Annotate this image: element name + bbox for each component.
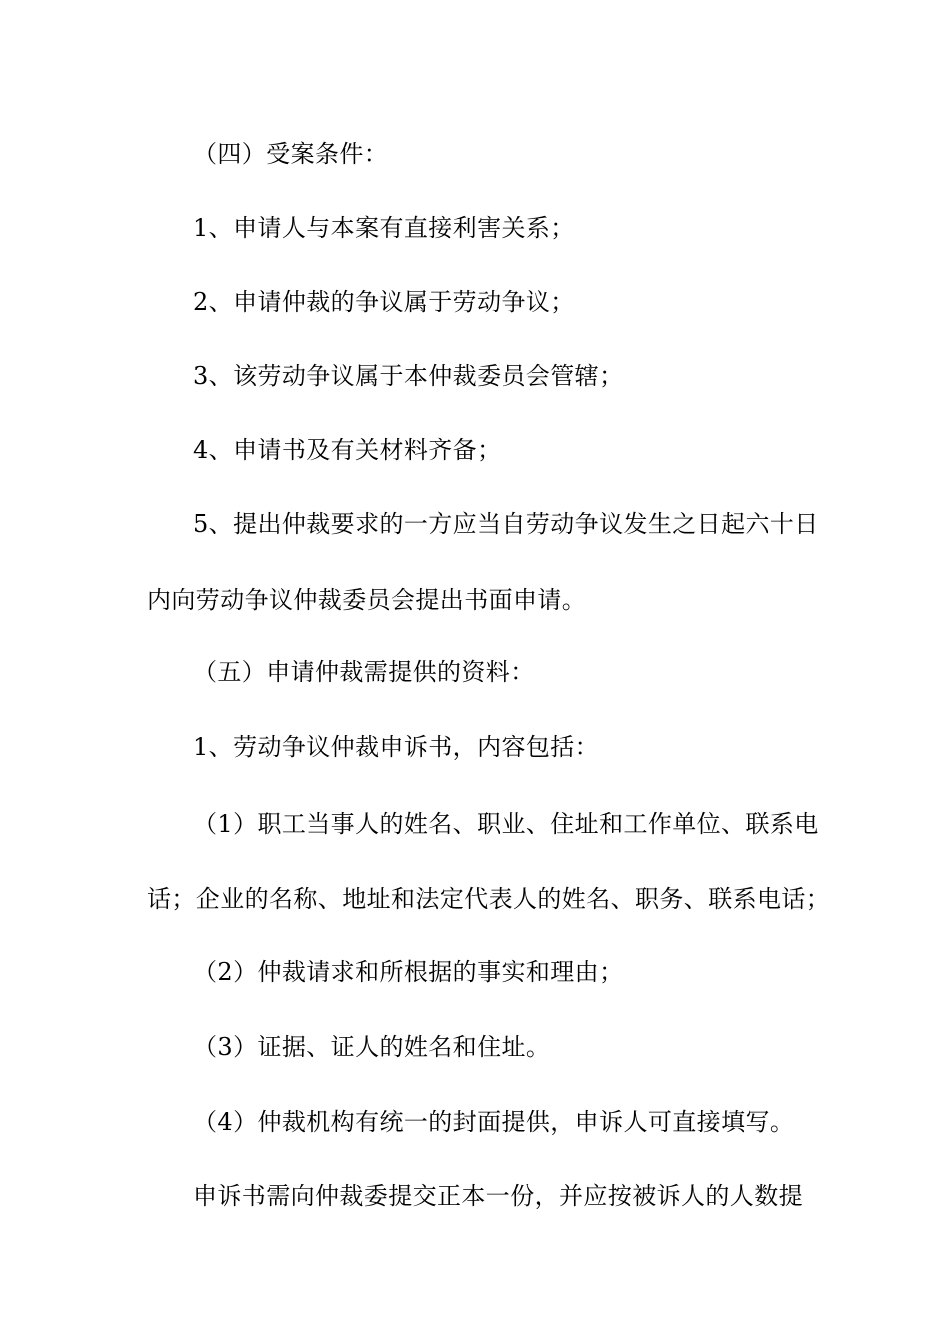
material-subitem-2: （2）仲裁请求和所根据的事实和理由； xyxy=(193,958,624,986)
material-item-1: 1、劳动争议仲裁申诉书，内容包括： xyxy=(193,733,600,761)
material-subitem-1: （1）职工当事人的姓名、职业、住址和工作单位、联系电 xyxy=(193,810,819,838)
condition-item-3: 3、该劳动争议属于本仲裁委员会管辖； xyxy=(193,362,624,390)
condition-item-1: 1、申请人与本案有直接利害关系； xyxy=(193,214,575,242)
condition-item-5: 5、提出仲裁要求的一方应当自劳动争议发生之日起六十日 xyxy=(193,510,819,538)
condition-item-5-continued: 内向劳动争议仲裁委员会提出书面申请。 xyxy=(147,586,587,614)
section-heading-5: （五）申请仲裁需提供的资料： xyxy=(193,658,535,686)
section-heading-4: （四）受案条件： xyxy=(193,140,389,168)
material-subitem-1-continued: 话；企业的名称、地址和法定代表人的姓名、职务、联系电话； xyxy=(147,885,831,913)
material-subitem-4: （4）仲裁机构有统一的封面提供，申诉人可直接填写。 xyxy=(193,1108,795,1136)
condition-item-4: 4、申请书及有关材料齐备； xyxy=(193,436,502,464)
complaint-copies-paragraph: 申诉书需向仲裁委提交正本一份，并应按被诉人的人数提 xyxy=(193,1182,803,1210)
material-subitem-3: （3）证据、证人的姓名和住址。 xyxy=(193,1033,551,1061)
condition-item-2: 2、申请仲裁的争议属于劳动争议； xyxy=(193,288,575,316)
